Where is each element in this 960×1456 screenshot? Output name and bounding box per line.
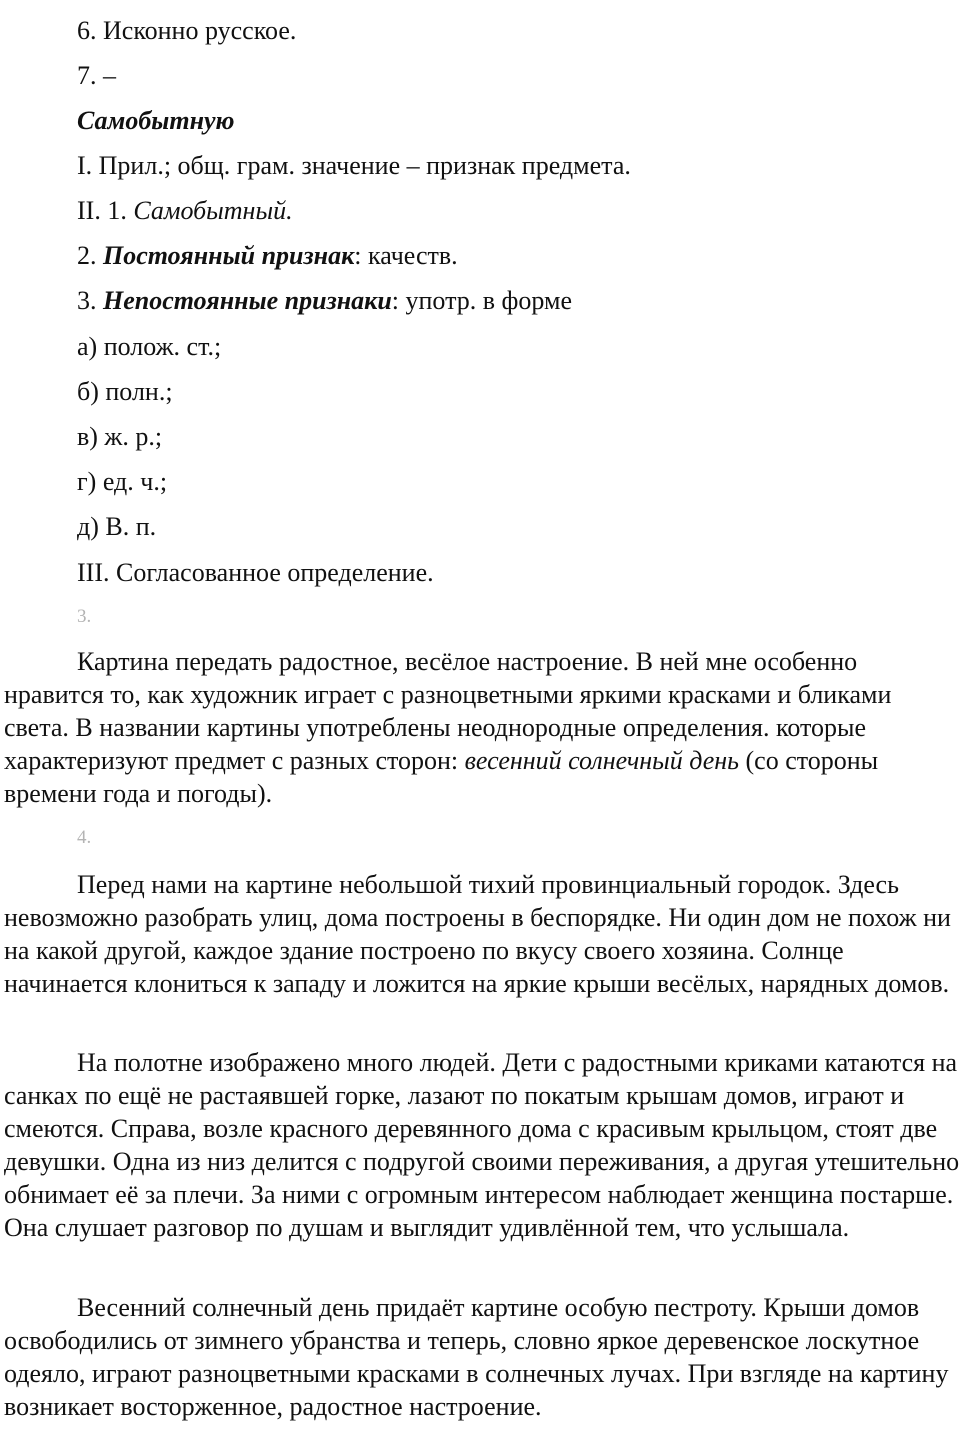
- section-3-text-after: (со стороны времени года и погоды).: [4, 746, 879, 808]
- section-3-italic-phrase: весенний солнечный день: [464, 746, 739, 775]
- morph-point-3-prefix: 2.: [77, 241, 103, 270]
- item-7: 7. –: [77, 61, 116, 90]
- section-3-paragraph: [4, 645, 960, 810]
- morph-point-1: I. Прил.; общ. грам. значение – признак предмета.: [77, 151, 631, 180]
- section-4-paragraph-1: Перед нами на картине небольшой тихий провинциальный городок. Здесь невозможно разобрать улиц, дома построены в беспорядке. Ни один дом не похож ни на какой другой, каждое здание построено по вкусу своего хозяина. Солнце начинается клониться к западу и ложится на яркие крыши весёлых, нарядных домов.: [4, 870, 951, 998]
- morph-point-5: III. Согласованное определение.: [77, 558, 434, 587]
- section-3-number: 3.: [77, 606, 92, 627]
- section-4-paragraph-3: Весенний солнечный день придаёт картине особую пестроту. Крыши домов освободились от зимнего убранства и теперь, словно яркое деревенское лоскутное одеяло, играют разноцветными красками в солнечных лучах. При взгляде на картину возникает восторженное, радостное настроение.: [4, 1293, 949, 1421]
- variable-features-value: : употр. в форме: [391, 286, 572, 315]
- constant-feature-label: Постоянный признак: [103, 241, 355, 270]
- parsed-word: Самобытную: [77, 106, 235, 135]
- section-3-text-before: Картина передать радостное, весёлое настроение. В ней мне особенно нравится то, как художник играет с разноцветными яркими красками и бликами света. В названии картины употреблены неоднородные определения. которые характеризуют предмет с разных сторон:: [4, 647, 892, 775]
- morph-point-4: [77, 286, 572, 316]
- section-4-paragraph-2: На полотне изображено много людей. Дети с радостными криками катаются на санках по ещё не растаявшей горке, лазают по покатым крышам домов, играют и смеются. Справа, возле красного деревянного дома с красивым крыльцом, стоят две девушки. Одна из низ делится с подругой своими переживания, а другая утешительно обнимает её за плечи. За ними с огромным интересом наблюдает женщина постарше. Она слушает разговор по душам и выглядит удивлённой тем, что услышала.: [4, 1048, 960, 1242]
- feature-b: б) полн.;: [77, 377, 173, 406]
- morph-point-4-prefix: 3.: [77, 286, 103, 315]
- feature-a: а) полож. ст.;: [77, 332, 222, 361]
- section-4-number: 4.: [77, 827, 92, 848]
- feature-d: д) В. п.: [77, 512, 157, 541]
- item-6: 6. Исконно русское.: [77, 16, 297, 45]
- morph-point-2: [77, 196, 293, 226]
- variable-features-label: Непостоянные признаки: [103, 286, 392, 315]
- morph-point-3: [77, 241, 458, 271]
- feature-v: в) ж. р.;: [77, 422, 163, 451]
- initial-form: Самобытный.: [133, 196, 293, 225]
- feature-g: г) ед. ч.;: [77, 467, 168, 496]
- morph-point-2-prefix: II. 1.: [77, 196, 134, 225]
- constant-feature-value: : качеств.: [354, 241, 458, 270]
